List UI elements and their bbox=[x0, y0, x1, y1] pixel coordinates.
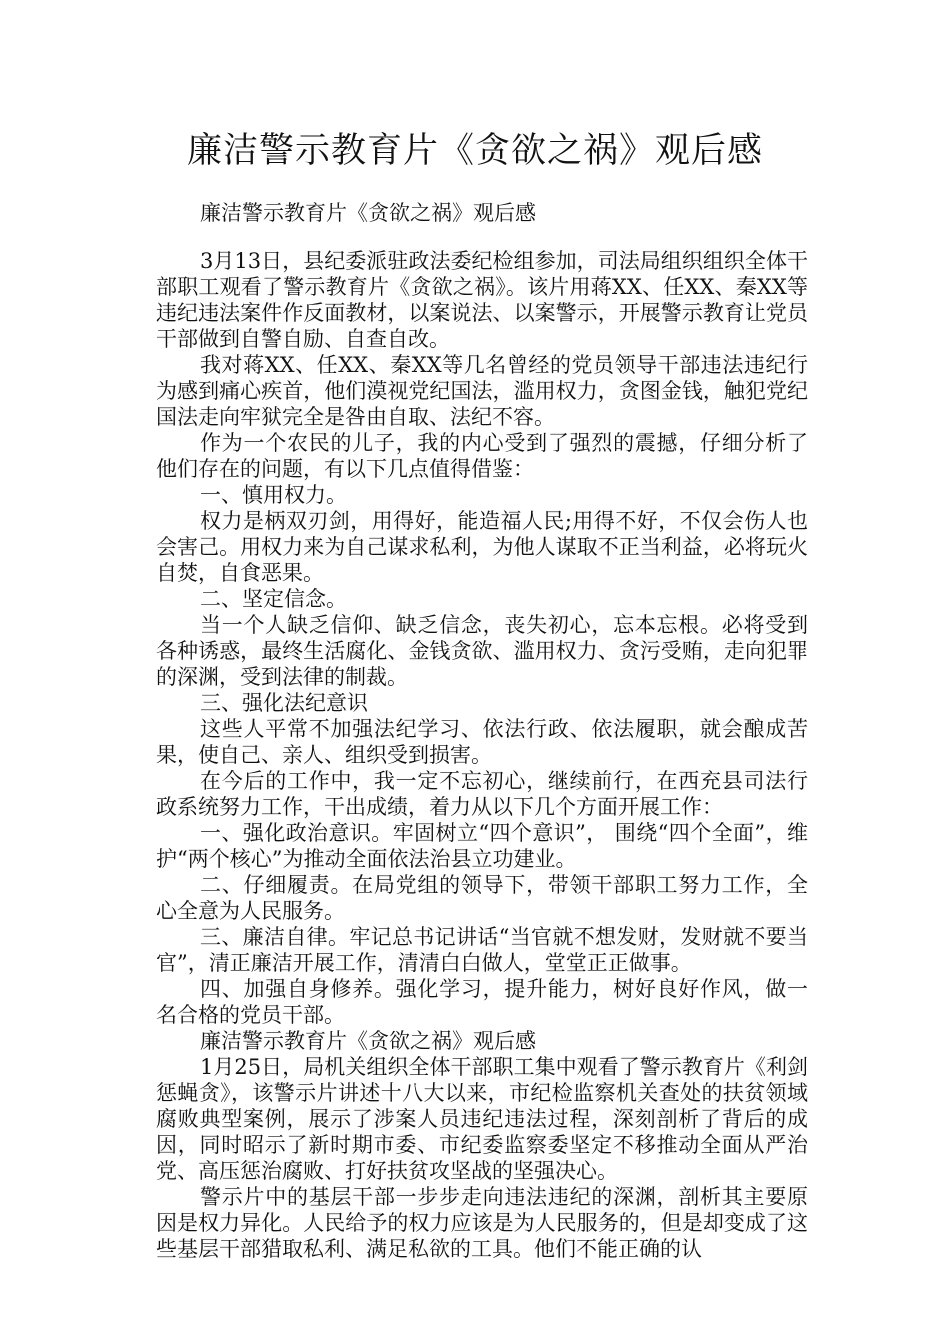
paragraph: 警示片中的基层干部一步步走向违法违纪的深渊，剖析其主要原因是权力异化。人民给予的权力应该是为人民服务的，但是却变成了这些基层干部猎取私利、满足私欲的工具。他们不能正确的认 bbox=[156, 1185, 808, 1261]
paragraph: 作为一个农民的儿子，我的内心受到了强烈的震撼，仔细分析了他们存在的问题，有以下几点值得借鉴： bbox=[156, 431, 808, 481]
paragraph: 四、加强自身修养。强化学习，提升能力，树好良好作风，做一名合格的党员干部。 bbox=[156, 977, 808, 1027]
section-heading: 三、强化法纪意识 bbox=[200, 691, 368, 715]
paragraph: 1月25日，局机关组织全体干部职工集中观看了警示教育片《利剑惩蝇贪》，该警示片讲述十八大以来，市纪检监察机关查处的扶贫领域腐败典型案例，展示了涉案人员违纪违法过程，深刻剖析了背后的成因，同时昭示了新时期市委、市纪委监察委坚定不移推动全面从严治党、高压惩治腐败、打好扶贫攻坚战的坚强决心。 bbox=[156, 1055, 808, 1183]
paragraph: 二、仔细履责。在局党组的领导下，带领干部职工努力工作，全心全意为人民服务。 bbox=[156, 873, 808, 923]
section-heading: 二、坚定信念。 bbox=[200, 587, 347, 611]
paragraph: 这些人平常不加强法纪学习、依法行政、依法履职，就会酿成苦果，使自己、亲人、组织受到损害。 bbox=[156, 717, 808, 767]
paragraph: 权力是柄双刃剑，用得好，能造福人民;用得不好，不仅会伤人也会害己。用权力来为自己谋求私利，为他人谋取不正当利益，必将玩火自焚，自食恶果。 bbox=[156, 509, 808, 585]
document-subtitle: 廉洁警示教育片《贪欲之祸》观后感 bbox=[200, 201, 536, 225]
section-title: 廉洁警示教育片《贪欲之祸》观后感 bbox=[200, 1029, 536, 1053]
paragraph: 在今后的工作中，我一定不忘初心，继续前行，在西充县司法行政系统努力工作，干出成绩，着力从以下几个方面开展工作： bbox=[156, 769, 808, 819]
document-body bbox=[156, 248, 808, 1262]
paragraph: 3月13日，县纪委派驻政法委纪检组参加，司法局组织组织全体干部职工观看了警示教育片《贪欲之祸》。该片用蒋XX、任XX、秦XX等违纪违法案件作反面教材，以案说法、以案警示，开展警示教育让党员干部做到自警自励、自查自改。 bbox=[156, 249, 808, 351]
document-title: 廉洁警示教育片《贪欲之祸》观后感 bbox=[186, 131, 763, 171]
paragraph: 一、强化政治意识。牢固树立“四个意识”， 围绕“四个全面”，维护“两个核心”为推动全面依法治县立功建业。 bbox=[156, 821, 808, 871]
paragraph: 三、廉洁自律。牢记总书记讲话“当官就不想发财，发财就不要当官”，清正廉洁开展工作，清清白白做人，堂堂正正做事。 bbox=[156, 925, 808, 975]
paragraph: 我对蒋XX、任XX、秦XX等几名曾经的党员领导干部违法违纪行为感到痛心疾首，他们漠视党纪国法，滥用权力，贪图金钱，触犯党纪国法走向牢狱完全是咎由自取、法纪不容。 bbox=[156, 353, 808, 429]
section-heading: 一、慎用权力。 bbox=[200, 483, 347, 507]
paragraph: 当一个人缺乏信仰、缺乏信念，丧失初心，忘本忘根。必将受到各种诱惑，最终生活腐化、金钱贪欲、滥用权力、贪污受贿，走向犯罪的深渊，受到法律的制裁。 bbox=[156, 613, 808, 689]
